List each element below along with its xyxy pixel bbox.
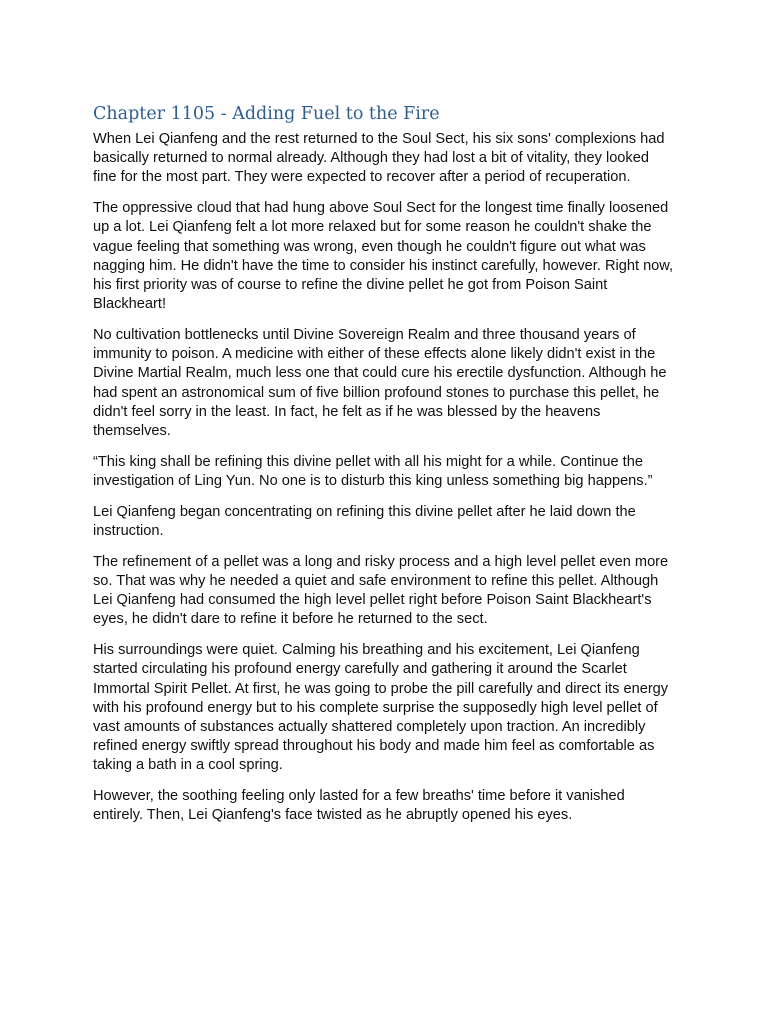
paragraph: His surroundings were quiet. Calming his breathing and his excitement, Lei Qianfeng started circulating his profound energy carefully and gathering it around the Scarlet Immortal Spirit Pellet. At first, he was going to probe the pill carefully and direct its energy with his profound energy but to his complete surprise the supposedly high level pellet of vast amounts of substances actually shattered completely upon traction. An incredibly refined energy swiftly spread throughout his body and made him feel as comfortable as taking a bath in a cool spring. bbox=[93, 642, 669, 774]
chapter-title: Chapter 1105 - Adding Fuel to the Fire bbox=[93, 104, 440, 124]
document-page bbox=[93, 102, 675, 837]
paragraph: “This king shall be refining this divine pellet with all his might for a while. Continue the investigation of Ling Yun. No one is to disturb this king unless something big happens.” bbox=[93, 453, 653, 490]
paragraph: However, the soothing feeling only lasted for a few breaths' time before it vanished entirely. Then, Lei Qianfeng's face twisted as he abruptly opened his eyes. bbox=[93, 788, 625, 824]
paragraph: Lei Qianfeng began concentrating on refining this divine pellet after he laid down the instruction. bbox=[93, 503, 636, 540]
paragraph: The refinement of a pellet was a long and risky process and a high level pellet even more so. That was why he needed a quiet and safe environment to refine this pellet. Although Lei Qianfeng had consumed the high level pellet right before Poison Saint Blackheart's eyes, he didn't dare to refine it before he returned to the sect. bbox=[93, 553, 669, 628]
paragraph: The oppressive cloud that had hung above Soul Sect for the longest time finally loosened up a lot. Lei Qianfeng felt a lot more relaxed but for some reason he couldn't shake the vague feeling that something was wrong, even though he couldn't figure out what was nagging him. He didn't have the time to consider his instinct carefully, however. Right now, his first priority was of course to refine the divine pellet he got from Poison Saint Blackheart! bbox=[93, 200, 674, 313]
paragraph: No cultivation bottlenecks until Divine Sovereign Realm and three thousand years of immunity to poison. A medicine with either of these effects alone likely didn't exist in the Divine Martial Realm, much less one that could cure his erectile dysfunction. Although he had spent an astronomical sum of five billion profound stones to purchase this pellet, he didn't feel sorry in the least. In fact, he felt as if he was blessed by the heavens themselves. bbox=[93, 327, 667, 440]
paragraph: When Lei Qianfeng and the rest returned to the Soul Sect, his six sons' complexions had basically returned to normal already. Although they had lost a bit of vitality, they looked fine for the most part. They were expected to recover after a period of recuperation. bbox=[93, 131, 665, 186]
